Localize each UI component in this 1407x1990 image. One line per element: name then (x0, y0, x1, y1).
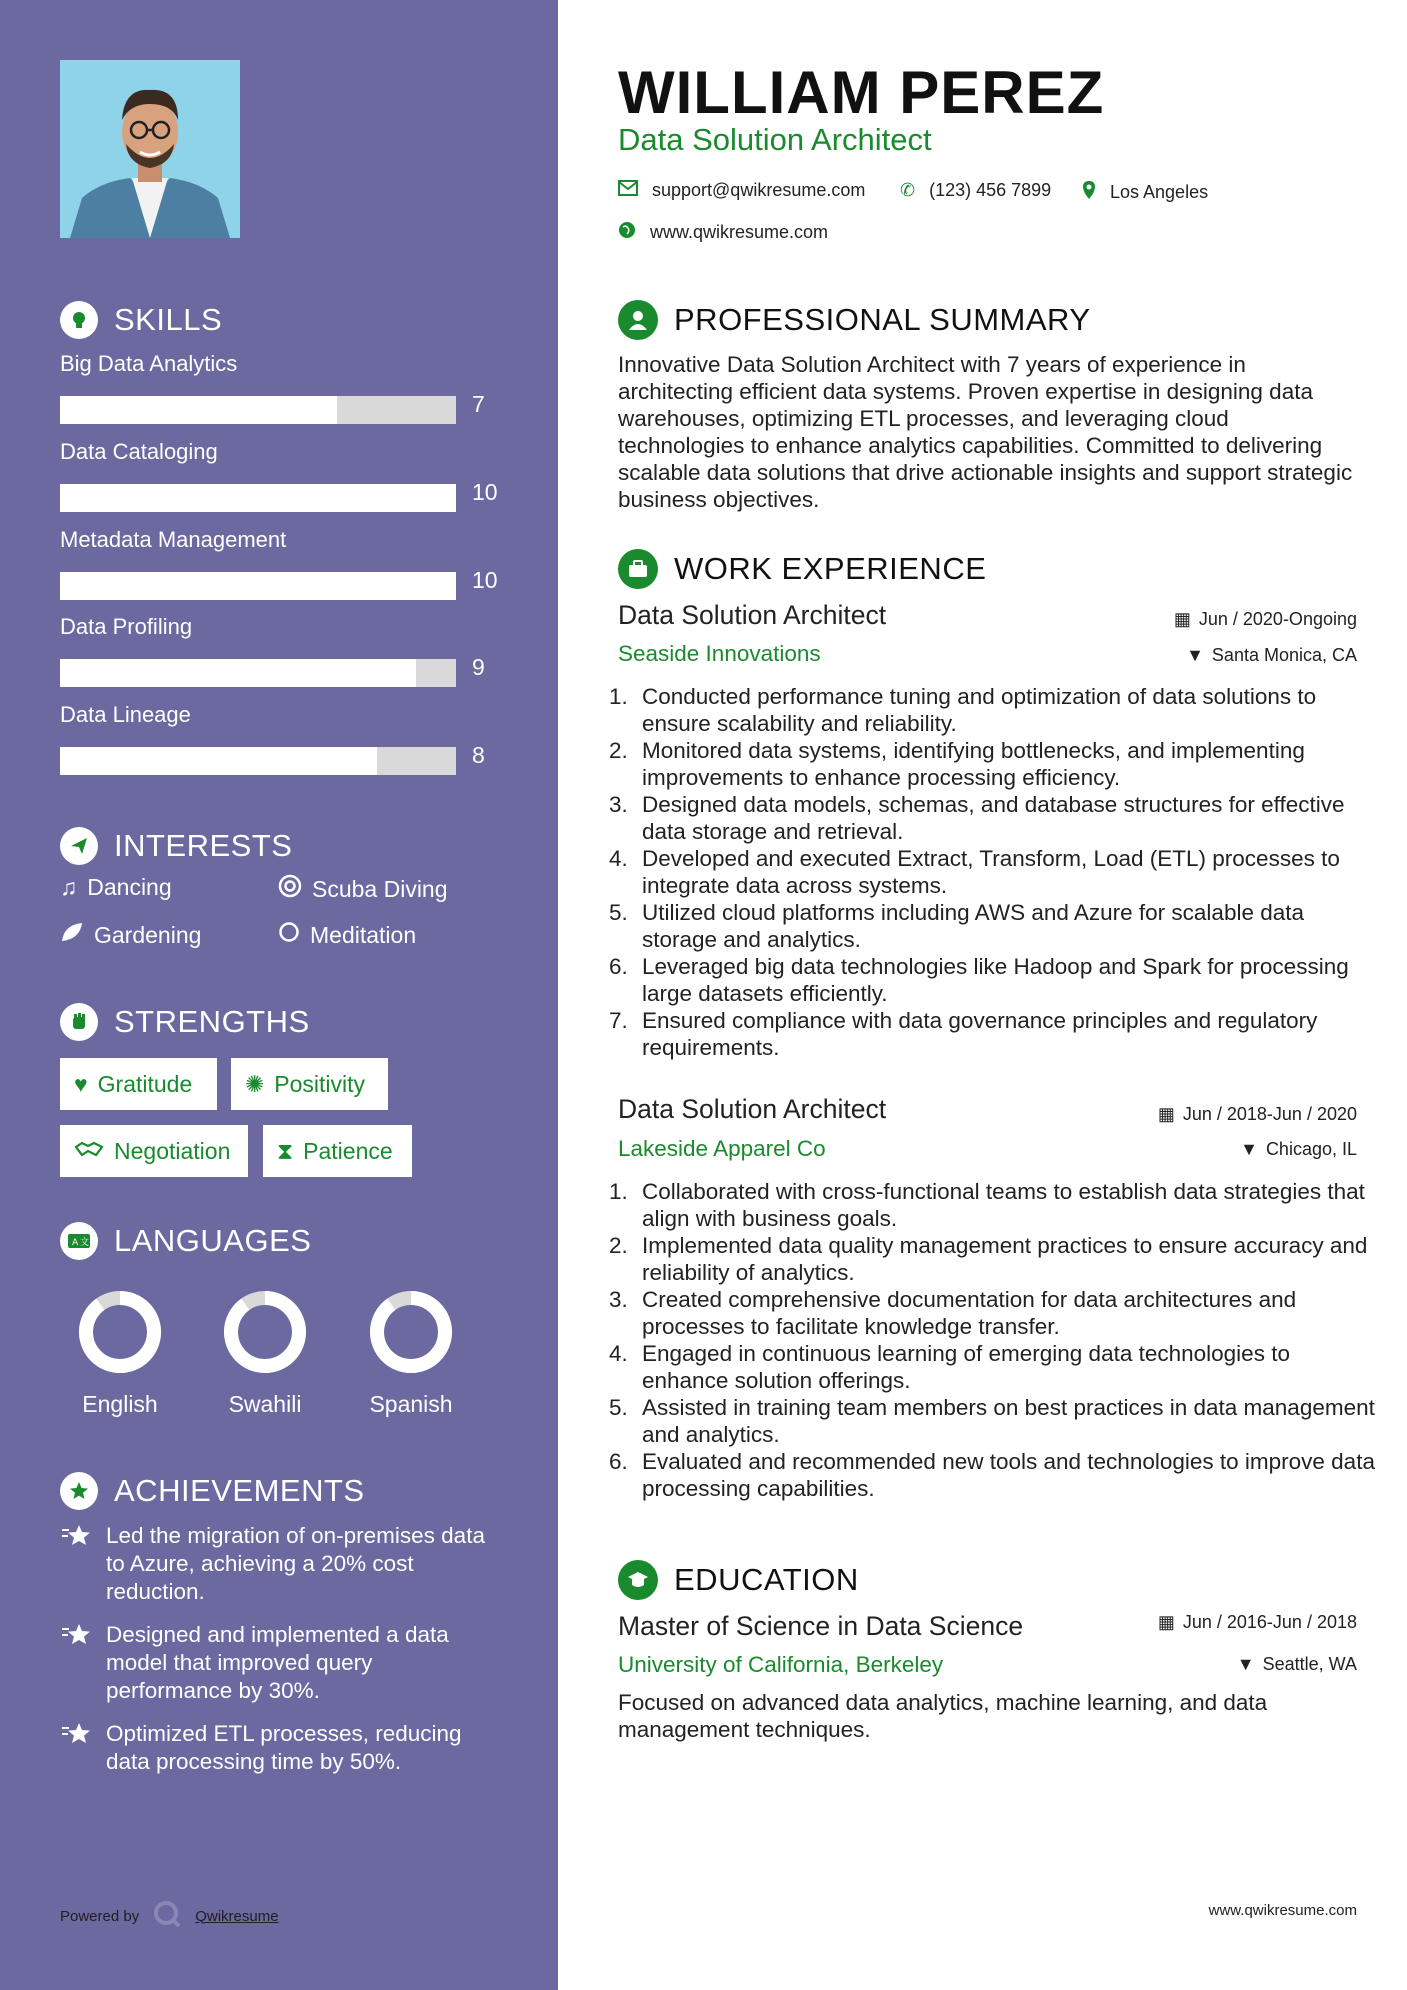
star-badge-icon (60, 1472, 98, 1510)
strength-chip (60, 1125, 248, 1177)
calendar-icon: ▦ (1173, 609, 1191, 629)
summary-heading (618, 300, 1091, 340)
skill-bar-fill (60, 572, 456, 600)
skill-bar-fill (60, 747, 377, 775)
interest-label: Meditation (310, 921, 417, 948)
globe-icon (618, 221, 636, 244)
languages-title: LANGUAGES (114, 1223, 312, 1258)
experience-title: WORK EXPERIENCE (674, 551, 987, 586)
skill-label: Big Data Analytics (60, 351, 238, 376)
strength-label: Patience (303, 1137, 393, 1164)
pin-icon: ▼ (1236, 1654, 1255, 1674)
strengths-title: STRENGTHS (114, 1004, 310, 1039)
calendar-icon: ▦ (1157, 1612, 1175, 1632)
skill-item (60, 439, 500, 505)
job-bullet: 5. Utilized cloud platforms including AWS and Azure for scalable data storage and analytics. (634, 899, 1382, 953)
job-location (1240, 1139, 1357, 1160)
education-description: Focused on advanced data analytics, machine learning, and data management techniques. (618, 1690, 1268, 1742)
candidate-name: WILLIAM PEREZ (618, 59, 1105, 126)
job-dates (1174, 609, 1357, 630)
strength-chip (263, 1125, 412, 1177)
summary-title: PROFESSIONAL SUMMARY (674, 302, 1091, 337)
achievements-title: ACHIEVEMENTS (114, 1473, 365, 1508)
sidebar (0, 0, 558, 1990)
skill-value: 10 (472, 479, 498, 505)
language-label: Swahili (228, 1391, 302, 1417)
job-bullet: 2. Monitored data systems, identifying bottlenecks, and implementing improvements to enhance processing efficiency. (634, 737, 1382, 791)
job-location-text: Santa Monica, CA (1211, 645, 1357, 665)
interest-item (60, 921, 201, 949)
job-bullet: 1. Collaborated with cross-functional teams to establish data strategies that align with business goals. (634, 1178, 1382, 1232)
achievement-item (60, 1522, 500, 1606)
language-icon (60, 1222, 98, 1260)
contact-email (618, 180, 865, 201)
hourglass-icon: ⧗ (277, 1137, 294, 1164)
location-text: Los Angeles (1110, 182, 1209, 202)
website-link[interactable]: www.qwikresume.com (650, 222, 829, 242)
achievements-heading (60, 1472, 365, 1510)
phone-text: (123) 456 7899 (929, 180, 1052, 200)
job-dates-text: Jun / 2018-Jun / 2020 (1182, 1104, 1357, 1124)
footer-site: www.qwikresume.com (1208, 1902, 1357, 1919)
contact-phone (900, 180, 1051, 201)
skill-value: 7 (472, 391, 485, 417)
achievement-item (60, 1621, 500, 1705)
powered-by-label: Powered by (60, 1907, 140, 1925)
life-ring-icon (278, 874, 302, 904)
job-bullet: 4. Engaged in continuous learning of emerging data technologies to enhance solution offerings. (634, 1340, 1382, 1394)
music-note-icon: ♫ (60, 874, 78, 900)
achievement-text: Designed and implemented a data model that improved query performance by 30%. (106, 1622, 449, 1703)
job-bullet: 4. Developed and executed Extract, Transform, Load (ETL) processes to integrate data across systems. (634, 845, 1382, 899)
language-ring (75, 1287, 165, 1377)
job-bullet: 3. Created comprehensive documentation for data architectures and processes to facilitate knowledge transfer. (634, 1286, 1382, 1340)
briefcase-icon (618, 549, 658, 589)
interest-label: Dancing (87, 874, 172, 900)
education-degree: Master of Science in Data Science (618, 1611, 1024, 1641)
job-bullet: 2. Implemented data quality management practices to ensure accuracy and reliability of analytics. (634, 1232, 1382, 1286)
skill-item (60, 527, 500, 593)
main-content (558, 0, 1407, 1990)
skill-bar-fill (60, 484, 456, 512)
graduation-icon (618, 1560, 658, 1600)
education-location (1237, 1654, 1357, 1675)
job-location (1186, 645, 1357, 666)
experience-heading (618, 549, 986, 589)
job-company: Seaside Innovations (618, 641, 821, 666)
skill-bar-fill (60, 396, 337, 424)
phone-icon: ✆ (900, 180, 916, 200)
qwikresume-link[interactable]: Qwikresume (195, 1907, 279, 1925)
svg-text:A: A (72, 1238, 79, 1248)
profile-photo (60, 60, 240, 238)
user-icon (618, 300, 658, 340)
job-bullet: 6. Leveraged big data technologies like Hadoop and Spark for processing large datasets efficiently. (634, 953, 1382, 1007)
strength-label: Negotiation (114, 1137, 231, 1164)
contact-location (1082, 180, 1208, 205)
language-label: Spanish (369, 1391, 453, 1417)
interest-label: Scuba Diving (312, 875, 448, 902)
job-location-text: Chicago, IL (1265, 1139, 1357, 1159)
qwikresume-logo-icon (153, 1900, 181, 1932)
job-title: Data Solution Architect (618, 1094, 887, 1124)
job-bullet: 3. Designed data models, schemas, and database structures for effective data storage and retrieval. (634, 791, 1382, 845)
education-school: University of California, Berkeley (618, 1652, 944, 1677)
skill-label: Data Cataloging (60, 439, 218, 464)
job-bullet: 1. Conducted performance tuning and optimization of data solutions to ensure scalability and reliability. (634, 683, 1382, 737)
skill-label: Data Profiling (60, 614, 193, 639)
interest-label: Gardening (94, 921, 202, 948)
education-title: EDUCATION (674, 1562, 859, 1597)
job-bullet: 6. Evaluated and recommended new tools and technologies to improve data processing capabilities. (634, 1448, 1382, 1502)
interest-item (278, 874, 448, 904)
powered-by (60, 1900, 279, 1932)
job-bullets (618, 1178, 1382, 1502)
candidate-role: Data Solution Architect (618, 122, 932, 157)
achievement-text: Optimized ETL processes, reducing data processing time by 50%. (106, 1721, 462, 1774)
education-heading (618, 1560, 859, 1600)
strength-label: Positivity (274, 1070, 366, 1097)
job-title: Data Solution Architect (618, 600, 887, 630)
circle-icon (278, 921, 300, 949)
email-link[interactable]: support@qwikresume.com (652, 180, 866, 200)
skill-label: Metadata Management (60, 527, 287, 552)
achievement-text: Led the migration of on-premises data to Azure, achieving a 20% cost reduction. (106, 1523, 485, 1604)
contact-website (618, 221, 828, 244)
skill-label: Data Lineage (60, 702, 191, 727)
achievement-item (60, 1720, 500, 1776)
interests-heading (60, 827, 292, 865)
lightbulb-icon (60, 301, 98, 339)
job-bullets (618, 683, 1382, 1061)
spinner-icon: ✺ (245, 1070, 265, 1097)
language-item (341, 1287, 481, 1418)
job-dates-text: Jun / 2020-Ongoing (1198, 609, 1357, 629)
strength-chip (60, 1058, 217, 1110)
heart-icon: ♥ (74, 1070, 88, 1097)
job-dates (1158, 1104, 1357, 1125)
paper-plane-icon (60, 827, 98, 865)
handshake-icon (74, 1138, 104, 1165)
star-icon (60, 1621, 94, 1705)
star-icon (60, 1522, 94, 1606)
pin-icon: ▼ (1186, 645, 1204, 665)
strengths-heading (60, 1003, 310, 1041)
star-icon (60, 1720, 94, 1776)
education-location-text: Seattle, WA (1262, 1654, 1357, 1674)
language-ring (366, 1287, 456, 1377)
skill-bar (60, 396, 456, 424)
strength-chip (231, 1058, 388, 1110)
skill-value: 10 (472, 567, 498, 593)
job-bullet: 7. Ensured compliance with data governance principles and regulatory requirements. (634, 1007, 1382, 1061)
skill-item (60, 614, 500, 680)
envelope-icon (618, 180, 638, 201)
interest-item (60, 874, 172, 901)
education-dates-text: Jun / 2016-Jun / 2018 (1182, 1612, 1357, 1632)
summary-text: Innovative Data Solution Architect with 7 years of experience in architecting efficient data systems. Proven expertise in designing data warehouses, optimizing ETL processes, and leveraging cloud technologies to enhance analytics capabilities. Committed to delivering scalable data solutions that drive actionable insights and support strategic business objectives. (618, 352, 1353, 512)
strength-label: Gratitude (97, 1070, 193, 1097)
skill-bar (60, 659, 456, 687)
fist-icon (60, 1003, 98, 1041)
skills-heading (60, 301, 222, 339)
skill-item (60, 351, 500, 417)
language-ring (220, 1287, 310, 1377)
language-item (50, 1287, 190, 1418)
interest-item (278, 921, 416, 949)
skill-item (60, 702, 500, 768)
skill-value: 9 (472, 654, 485, 680)
pin-icon: ▼ (1240, 1139, 1258, 1159)
job-company: Lakeside Apparel Co (618, 1136, 826, 1161)
job-bullet: 5. Assisted in training team members on best practices in data management and analytics. (634, 1394, 1382, 1448)
education-dates (1158, 1612, 1357, 1633)
skill-bar (60, 484, 456, 512)
languages-heading (60, 1222, 311, 1260)
calendar-icon: ▦ (1157, 1104, 1175, 1124)
skill-bar (60, 572, 456, 600)
leaf-icon (60, 921, 84, 949)
language-item (195, 1287, 335, 1418)
language-label: English (82, 1391, 158, 1417)
skills-title: SKILLS (114, 302, 223, 337)
skill-bar (60, 747, 456, 775)
skill-bar-fill (60, 659, 416, 687)
map-pin-icon (1082, 180, 1096, 205)
interests-title: INTERESTS (114, 828, 293, 863)
svg-text:文: 文 (80, 1238, 90, 1248)
skill-value: 8 (472, 742, 485, 768)
